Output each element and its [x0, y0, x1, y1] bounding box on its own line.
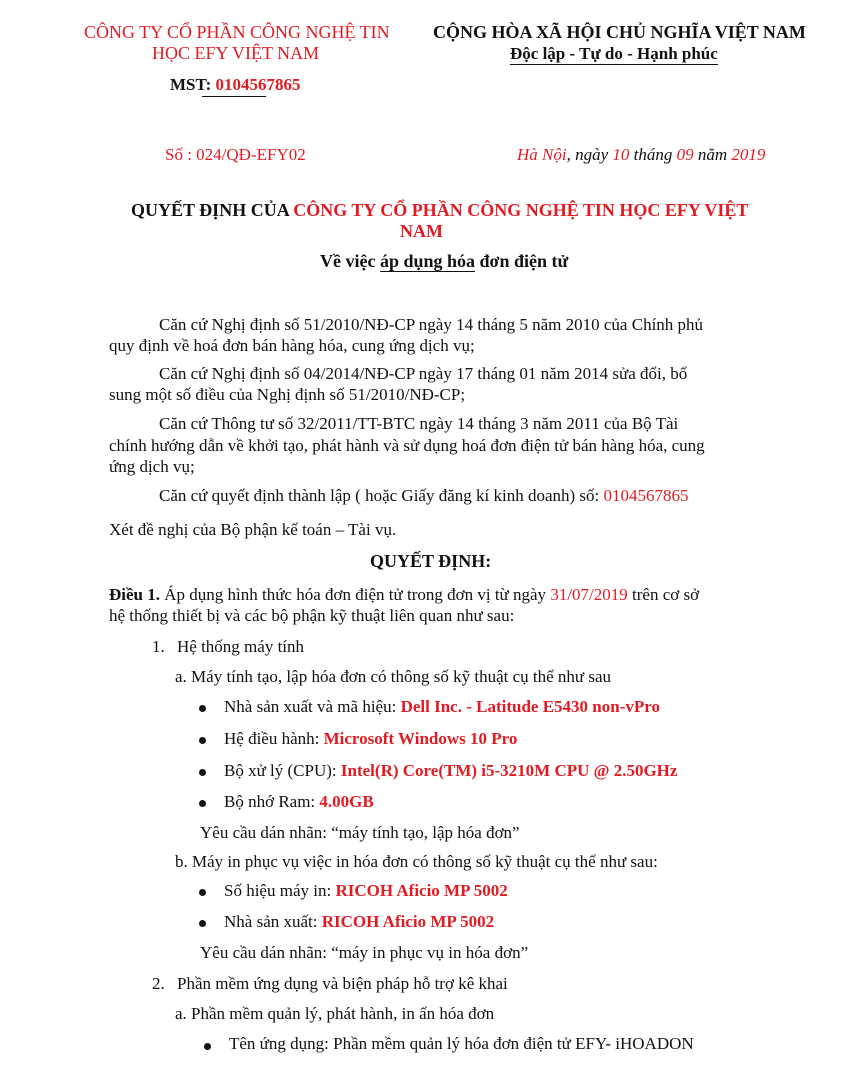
subsection-2a-title: a. Phần mềm quản lý, phát hành, in ấn hóa đơn — [175, 1004, 495, 1023]
company-name-line1: CÔNG TY CỔ PHẦN CÔNG NGHỆ TIN — [84, 22, 390, 42]
bullet-icon — [199, 889, 206, 896]
printer-spec-item: Nhà sản xuất: RICOH Aficio MP 5002 — [224, 912, 495, 931]
section-1-number: 1. — [152, 637, 165, 656]
basis-3-line3: ứng dịch vụ; — [109, 457, 195, 476]
computer-spec-item: Hệ điều hành: Microsoft Windows 10 Pro — [224, 729, 518, 748]
printer-label-requirement: Yêu cầu dán nhãn: “máy in phục vụ in hóa đơn” — [200, 943, 529, 962]
republic-title: CỘNG HÒA XÃ HỘI CHỦ NGHĨA VIỆT NAM — [433, 22, 806, 42]
basis-4: Căn cứ quyết định thành lập ( hoặc Giấy đăng kí kinh doanh) số: 0104567865 — [159, 486, 689, 505]
basis-3-line2: chính hướng dẫn về khởi tạo, phát hành và sử dụng hoá đơn điện tử bán hàng hóa, cung — [109, 436, 705, 455]
bullet-icon — [199, 920, 206, 927]
tax-code — [170, 75, 301, 95]
proposal-line: Xét đề nghị của Bộ phận kế toán – Tài vụ. — [109, 520, 397, 539]
printer-spec-item: Số hiệu máy in: RICOH Aficio MP 5002 — [224, 881, 508, 900]
bullet-icon — [204, 1043, 211, 1050]
tax-code-value: 0104567865 — [215, 75, 301, 94]
basis-1-line2: quy định về hoá đơn bán hàng hóa, cung ứng dịch vụ; — [109, 336, 475, 355]
company-name-line2: HỌC EFY VIỆT NAM — [152, 43, 320, 63]
bullet-icon — [199, 800, 206, 807]
tax-code-underline — [202, 96, 266, 97]
bullet-icon — [199, 769, 206, 776]
basis-2-line2: sung một số điều của Nghị định số 51/2010/NĐ-CP; — [109, 385, 466, 404]
section-2-number: 2. — [152, 974, 165, 993]
place-date: Hà Nội, ngày 10 tháng 09 năm 2019 — [517, 145, 766, 164]
bullet-icon — [199, 705, 206, 712]
computer-label-requirement: Yêu cầu dán nhãn: “máy tính tạo, lập hóa đơn” — [200, 823, 520, 842]
basis-3-line1: Căn cứ Thông tư số 32/2011/TT-BTC ngày 14 tháng 3 năm 2011 của Bộ Tài — [159, 414, 679, 433]
article-1: Điều 1. Áp dụng hình thức hóa đơn điện tử trong đơn vị từ ngày 31/07/2019 trên cơ sở — [109, 585, 700, 604]
computer-spec-item: Nhà sản xuất và mã hiệu: Dell Inc. - Latitude E5430 non-vPro — [224, 697, 660, 716]
article-1-label: Điều 1. — [109, 585, 160, 604]
document-number: Số : 024/QĐ-EFY02 — [165, 145, 306, 164]
basis-1-line1: Căn cứ Nghị định số 51/2010/NĐ-CP ngày 14 tháng 5 năm 2010 của Chính phủ — [159, 315, 704, 334]
subsection-a-title: a. Máy tính tạo, lập hóa đơn có thông số kỹ thuật cụ thể như sau — [175, 667, 612, 686]
effective-date: 31/07/2019 — [550, 585, 628, 604]
software-item: Tên ứng dụng: Phần mềm quản lý hóa đơn điện tử EFY- iHOADON — [229, 1034, 694, 1053]
bullet-icon — [199, 737, 206, 744]
decision-title: QUYẾT ĐỊNH CỦA CÔNG TY CỔ PHẦN CÔNG NGHỆ TIN HỌC EFY VIỆT — [131, 200, 749, 220]
article-1-line2: hệ thống thiết bị và các bộ phận kỹ thuật liên quan như sau: — [109, 606, 515, 625]
section-1-title: Hệ thống máy tính — [177, 637, 305, 656]
computer-spec-item: Bộ nhớ Ram: 4.00GB — [224, 792, 374, 811]
national-motto: Độc lập - Tự do - Hạnh phúc — [510, 44, 718, 63]
decision-heading: QUYẾT ĐỊNH: — [370, 551, 492, 571]
basis-2-line1: Căn cứ Nghị định số 04/2014/NĐ-CP ngày 17 tháng 01 năm 2014 sửa đổi, bổ — [159, 364, 688, 383]
computer-spec-item: Bộ xử lý (CPU): Intel(R) Core(TM) i5-3210M CPU @ 2.50GHz — [224, 761, 678, 780]
subsection-b-title: b. Máy in phục vụ việc in hóa đơn có thông số kỹ thuật cụ thể như sau: — [175, 852, 658, 871]
decision-subject: Về việc áp dụng hóa đơn điện tử — [320, 251, 569, 271]
decision-title-line2: NAM — [400, 221, 443, 241]
section-2-title: Phần mềm ứng dụng và biện pháp hỗ trợ kê khai — [177, 974, 508, 993]
tax-code-label: MST: — [170, 75, 216, 94]
